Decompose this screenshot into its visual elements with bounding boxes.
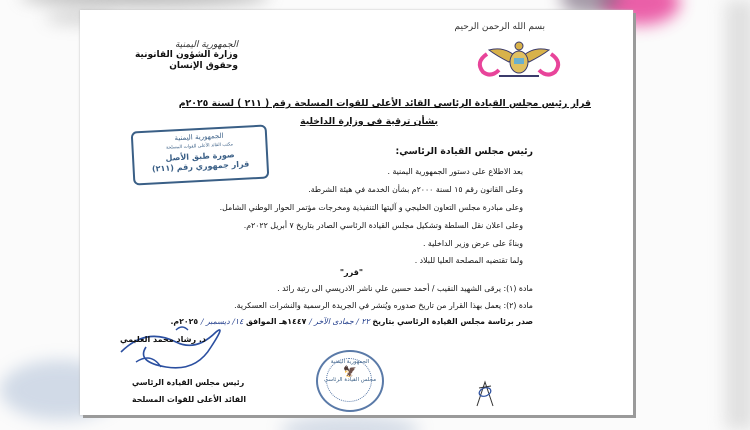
decree-subject: بشأن ترقية في وزارة الداخلية: [300, 116, 438, 127]
stamp-line: مكتب القائد الأعلى للقوات المسلحة: [165, 142, 234, 151]
issued-prefix: صدر برئاسة مجلس القيادة الرئاسي بتاريخ: [372, 317, 533, 326]
decreed-heading: "قرر": [339, 268, 363, 277]
preamble-item: وبناءً على عرض وزير الداخلية .: [422, 239, 523, 248]
preamble-item: وعلى القانون رقم ١٥ لسنة ٢٠٠٠م بشأن الخدمة في هيئة الشرطة.: [308, 185, 523, 194]
handwritten-gregorian-date: ١٤/ ديسمبر /: [200, 317, 244, 326]
initials-mark-icon: [473, 378, 497, 408]
ministry-name-line2: وحقوق الإنسان: [169, 61, 238, 71]
gregorian-year: ٢٠٢٥م.: [170, 317, 199, 326]
article-2: مادة (٢): يعمل بهذا القرار من تاريخ صدوره ويُنشر في الجريدة الرسمية والنشرات العسكرية.: [234, 301, 533, 310]
official-seal: [316, 350, 384, 412]
preamble-item: وعلى اعلان نقل السلطة وتشكيل مجلس القيادة الرئاسي الصادر بتاريخ ٧ أبريل ٢٠٢٢م.: [243, 221, 523, 230]
ministry-name: وزارة الشؤون القانونية: [134, 50, 238, 60]
decree-title: قرار رئيس مجلس القيادة الرئاسي القائد الأعلى للقوات المسلحة رقم ( ٢١١ ) لسنة ٢٠٢٥م: [178, 98, 591, 109]
signatory-title: القائد الأعلى للقوات المسلحة: [132, 395, 246, 404]
country-name: الجمهورية اليمنية: [174, 40, 238, 50]
hijri-year: ١٤٤٧هـ الموافق: [245, 317, 307, 326]
article-1: مادة (١): يرقى الشهيد النقيب / أحمد حسين علي ناشر الادريسي الى رتبة رائد .: [277, 284, 533, 293]
seal-inner-ring: [326, 358, 372, 402]
preamble-item: بعد الاطلاع على دستور الجمهورية اليمنية .: [387, 167, 523, 176]
signatory-title: رئيس مجلس القيادة الرئاسي: [132, 378, 245, 387]
decree-document: [80, 10, 633, 415]
signature-icon: [116, 322, 246, 377]
yemen-eagle-emblem-icon: [469, 32, 569, 82]
seal-eagle-icon: 🦅: [343, 365, 357, 378]
background-blur: [725, 0, 750, 430]
seal-top-text: الجمهورية اليمنية: [330, 359, 370, 365]
stamp-line: صورة طبق الأصل: [165, 150, 235, 163]
background-blur: [20, 0, 270, 7]
seal-bottom-text: مجلس القيادة الرئاسي: [323, 377, 377, 383]
background-blur: [280, 415, 420, 430]
stamp-line: الجمهورية اليمنية: [174, 131, 224, 143]
signatory-name: د. رشاد محمد العليمي: [120, 335, 207, 344]
stamp-line: قرار جمهوري رقم (٢١١): [151, 159, 250, 174]
handwritten-hijri-date: ٢٢ / جمادى الآخر /: [309, 317, 370, 326]
true-copy-stamp: [131, 124, 270, 185]
basmala: بسم الله الرحمن الرحيم: [454, 22, 545, 32]
issuing-authority-header: [118, 40, 238, 72]
addressee: رئيس مجلس القيادة الرئاسي:: [395, 146, 533, 157]
preamble-item: وعلى مبادرة مجلس التعاون الخليجي و آليتها التنفيذية ومخرجات مؤتمر الحوار الوطني الشامل.: [219, 203, 523, 212]
preamble-item: ولما تقتضيه المصلحة العليا للبلاد .: [414, 256, 523, 265]
